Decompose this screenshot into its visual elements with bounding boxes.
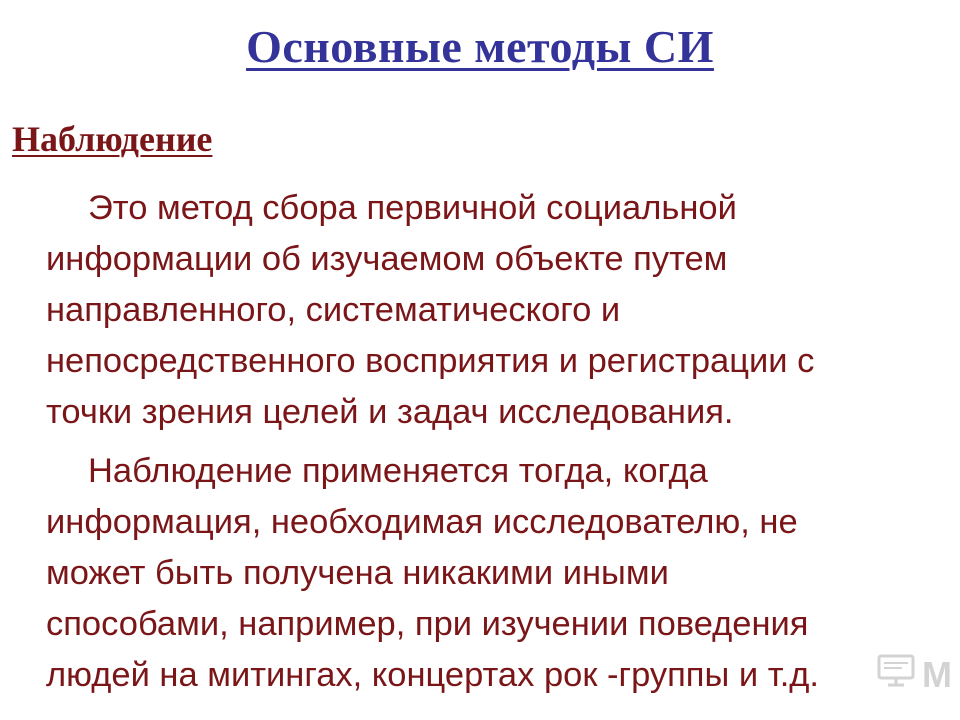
definition-line: точки зрения целей и задач исследования. [46, 393, 734, 431]
slide-title: Основные методы СИ [246, 21, 714, 72]
usage-line: способами, например, при изучении поведения [46, 605, 809, 643]
usage-line: Наблюдение применяется тогда, когда [88, 452, 708, 490]
definition-line: направленного, систематического и [46, 291, 621, 329]
usage-paragraph [46, 446, 946, 701]
usage-line: информация, необходимая исследователю, не [46, 503, 798, 541]
usage-line: людей на митингах, концертах рок -группы и т.д. [46, 656, 819, 694]
usage-line: может быть получена никакими иными [46, 554, 669, 592]
definition-line: непосредственного восприятия и регистрации с [46, 342, 815, 380]
watermark-text: M [922, 653, 952, 695]
definition-line: информации об изучаемом объекте путем [46, 240, 728, 278]
definition-line: Это метод сбора первичной социальной [88, 189, 737, 227]
definition-paragraph [46, 183, 946, 438]
section-heading: Наблюдение [12, 119, 213, 159]
